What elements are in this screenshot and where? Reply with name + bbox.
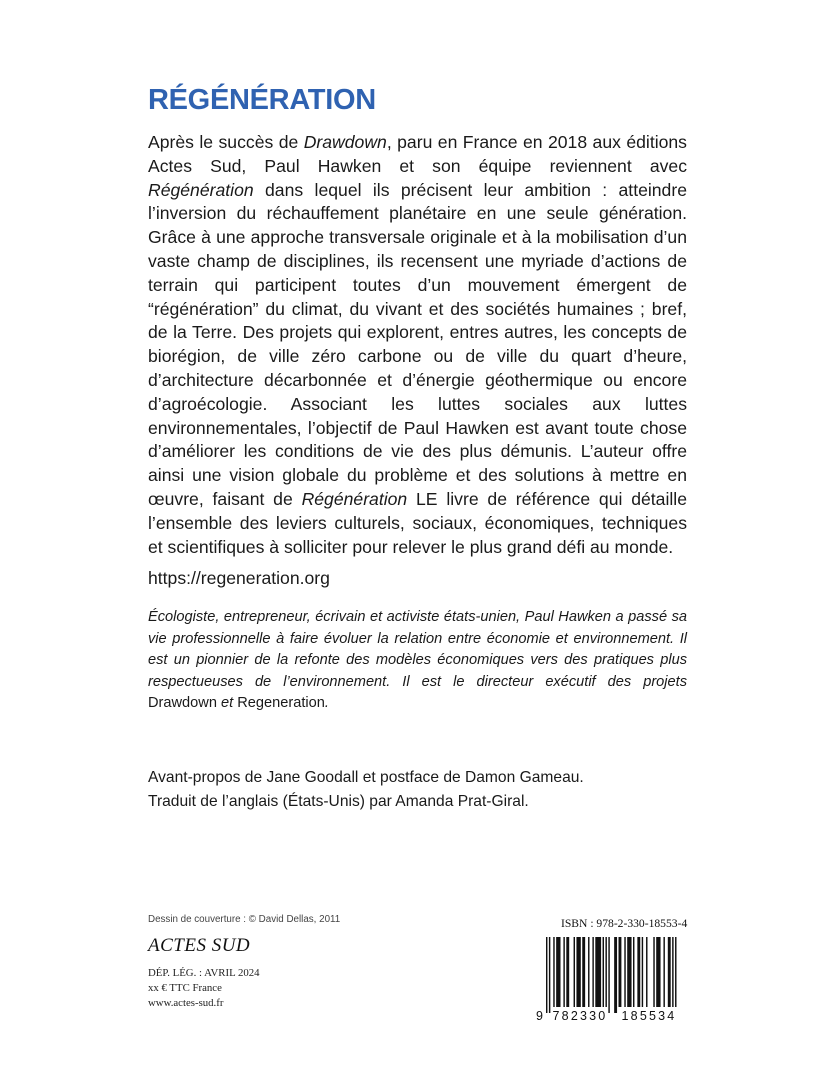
barcode-bar	[608, 937, 609, 1013]
barcode-bar	[619, 937, 622, 1007]
price: xx € TTC France	[148, 982, 222, 994]
barcode-bar	[563, 937, 564, 1007]
author-bio	[148, 607, 687, 715]
barcode-bar	[546, 937, 547, 1013]
barcode-bar	[582, 937, 585, 1007]
barcode-digits	[536, 1009, 676, 1023]
book-title-regeneration: Régénération	[148, 179, 254, 200]
barcode-bar	[556, 937, 560, 1007]
barcode-bar	[653, 937, 654, 1007]
barcode-right-group: 185534	[621, 1009, 677, 1023]
barcode-bar	[603, 937, 604, 1007]
summary-text: LE livre de référence qui détaille l’ensemble des leviers culturels, sociaux, économiques, techniques et scientifiques à solliciter pour relever le plus grand défi au monde.	[148, 488, 687, 557]
barcode-bar	[595, 937, 601, 1007]
summary-paragraph	[148, 131, 687, 559]
barcode-bar	[576, 937, 580, 1007]
summary-text: Après le succès de	[148, 132, 304, 152]
barcode-bar	[656, 937, 660, 1007]
barcode-bar	[633, 937, 634, 1007]
barcode-bar	[646, 937, 647, 1007]
summary-text: , paru en France en 2018 aux éditions Actes Sud, Paul Hawken et son équipe reviennent avec	[148, 132, 687, 176]
barcode-bar	[553, 937, 554, 1007]
barcode-first-digit: 9	[536, 1009, 543, 1023]
legal-deposit: DÉP. LÉG. : AVRIL 2024	[148, 967, 260, 979]
publisher-website: www.actes-sud.fr	[148, 997, 224, 1009]
cover-credit: Dessin de couverture : © David Dellas, 2011	[148, 914, 341, 925]
barcode-bar	[642, 937, 643, 1007]
book-title-drawdown: Drawdown	[303, 132, 387, 152]
barcode-bar	[637, 937, 640, 1007]
project-regeneration: Regeneration	[237, 695, 325, 712]
barcode-bar	[614, 937, 617, 1013]
bio-text: Écologiste, entrepreneur, écrivain et activiste états-unien, Paul Hawken a passé sa vie professionnelle à faire évoluer la relation entre économie et environnement. Il est un pionnier de la refonte des modèles économiques vers des pratiques plus respectueuses de l’environnement. Il est le directeur exécutif des projets	[148, 609, 687, 690]
barcode-bar	[566, 937, 569, 1007]
barcode-left-group: 782330	[552, 1009, 608, 1023]
credits	[148, 766, 584, 813]
bio-text: .	[324, 695, 329, 712]
foreword-credit: Avant-propos de Jane Goodall et postface de Damon Gameau.	[148, 769, 584, 786]
publication-info	[148, 966, 260, 1011]
barcode-bar	[605, 937, 606, 1007]
barcode-bar	[627, 937, 631, 1007]
barcode-bar	[624, 937, 625, 1007]
barcode-bar	[663, 937, 664, 1007]
barcode-bar	[675, 937, 676, 1007]
barcode-bar	[574, 937, 575, 1007]
barcode	[532, 933, 702, 1023]
barcode-bar	[672, 937, 673, 1007]
publisher-logo: ACTES SUD	[148, 935, 251, 956]
barcode-bar	[588, 937, 589, 1007]
barcode-bar	[549, 937, 550, 1013]
barcode-bar	[592, 937, 593, 1007]
book-title: RÉGÉNÉRATION	[148, 84, 376, 116]
project-drawdown: Drawdown	[148, 695, 217, 712]
bio-text: et	[216, 695, 238, 712]
translation-credit: Traduit de l’anglais (États-Unis) par Amanda Prat-Giral.	[148, 792, 529, 810]
book-title-regeneration: Régénération	[301, 488, 408, 509]
isbn-label: ISBN : 978-2-330-18553-4	[561, 917, 688, 930]
barcode-bar	[668, 937, 671, 1007]
summary-text: dans lequel ils précisent leur ambition : atteindre l’inversion du réchauffement planétaire en une seule génération. Grâce à une approche transversale originale et à la mobilisation d’un vaste champ de disciplines, ils recensent une myriade d’actions de terrain qui participent toutes d’un mouvement émergent de “régénération” du climat, du vivant et des sociétés humaines ; bref, de la Terre. Des projets qui explorent, entres autres, les concepts de biorégion, de ville zéro carbone ou de ville du quart d’heure, d’architecture décarbonnée et d’énergie géothermique ou encore d’agroécologie. Associant les luttes sociales aux luttes environnementales, l’objectif de Paul Hawken est avant toute chose d’améliorer les conditions de vie des plus démunis. L’auteur offre ainsi une vision globale du problème et des solutions à mettre en œuvre, faisant de	[148, 179, 687, 509]
website-url: https://regeneration.org	[148, 568, 330, 588]
